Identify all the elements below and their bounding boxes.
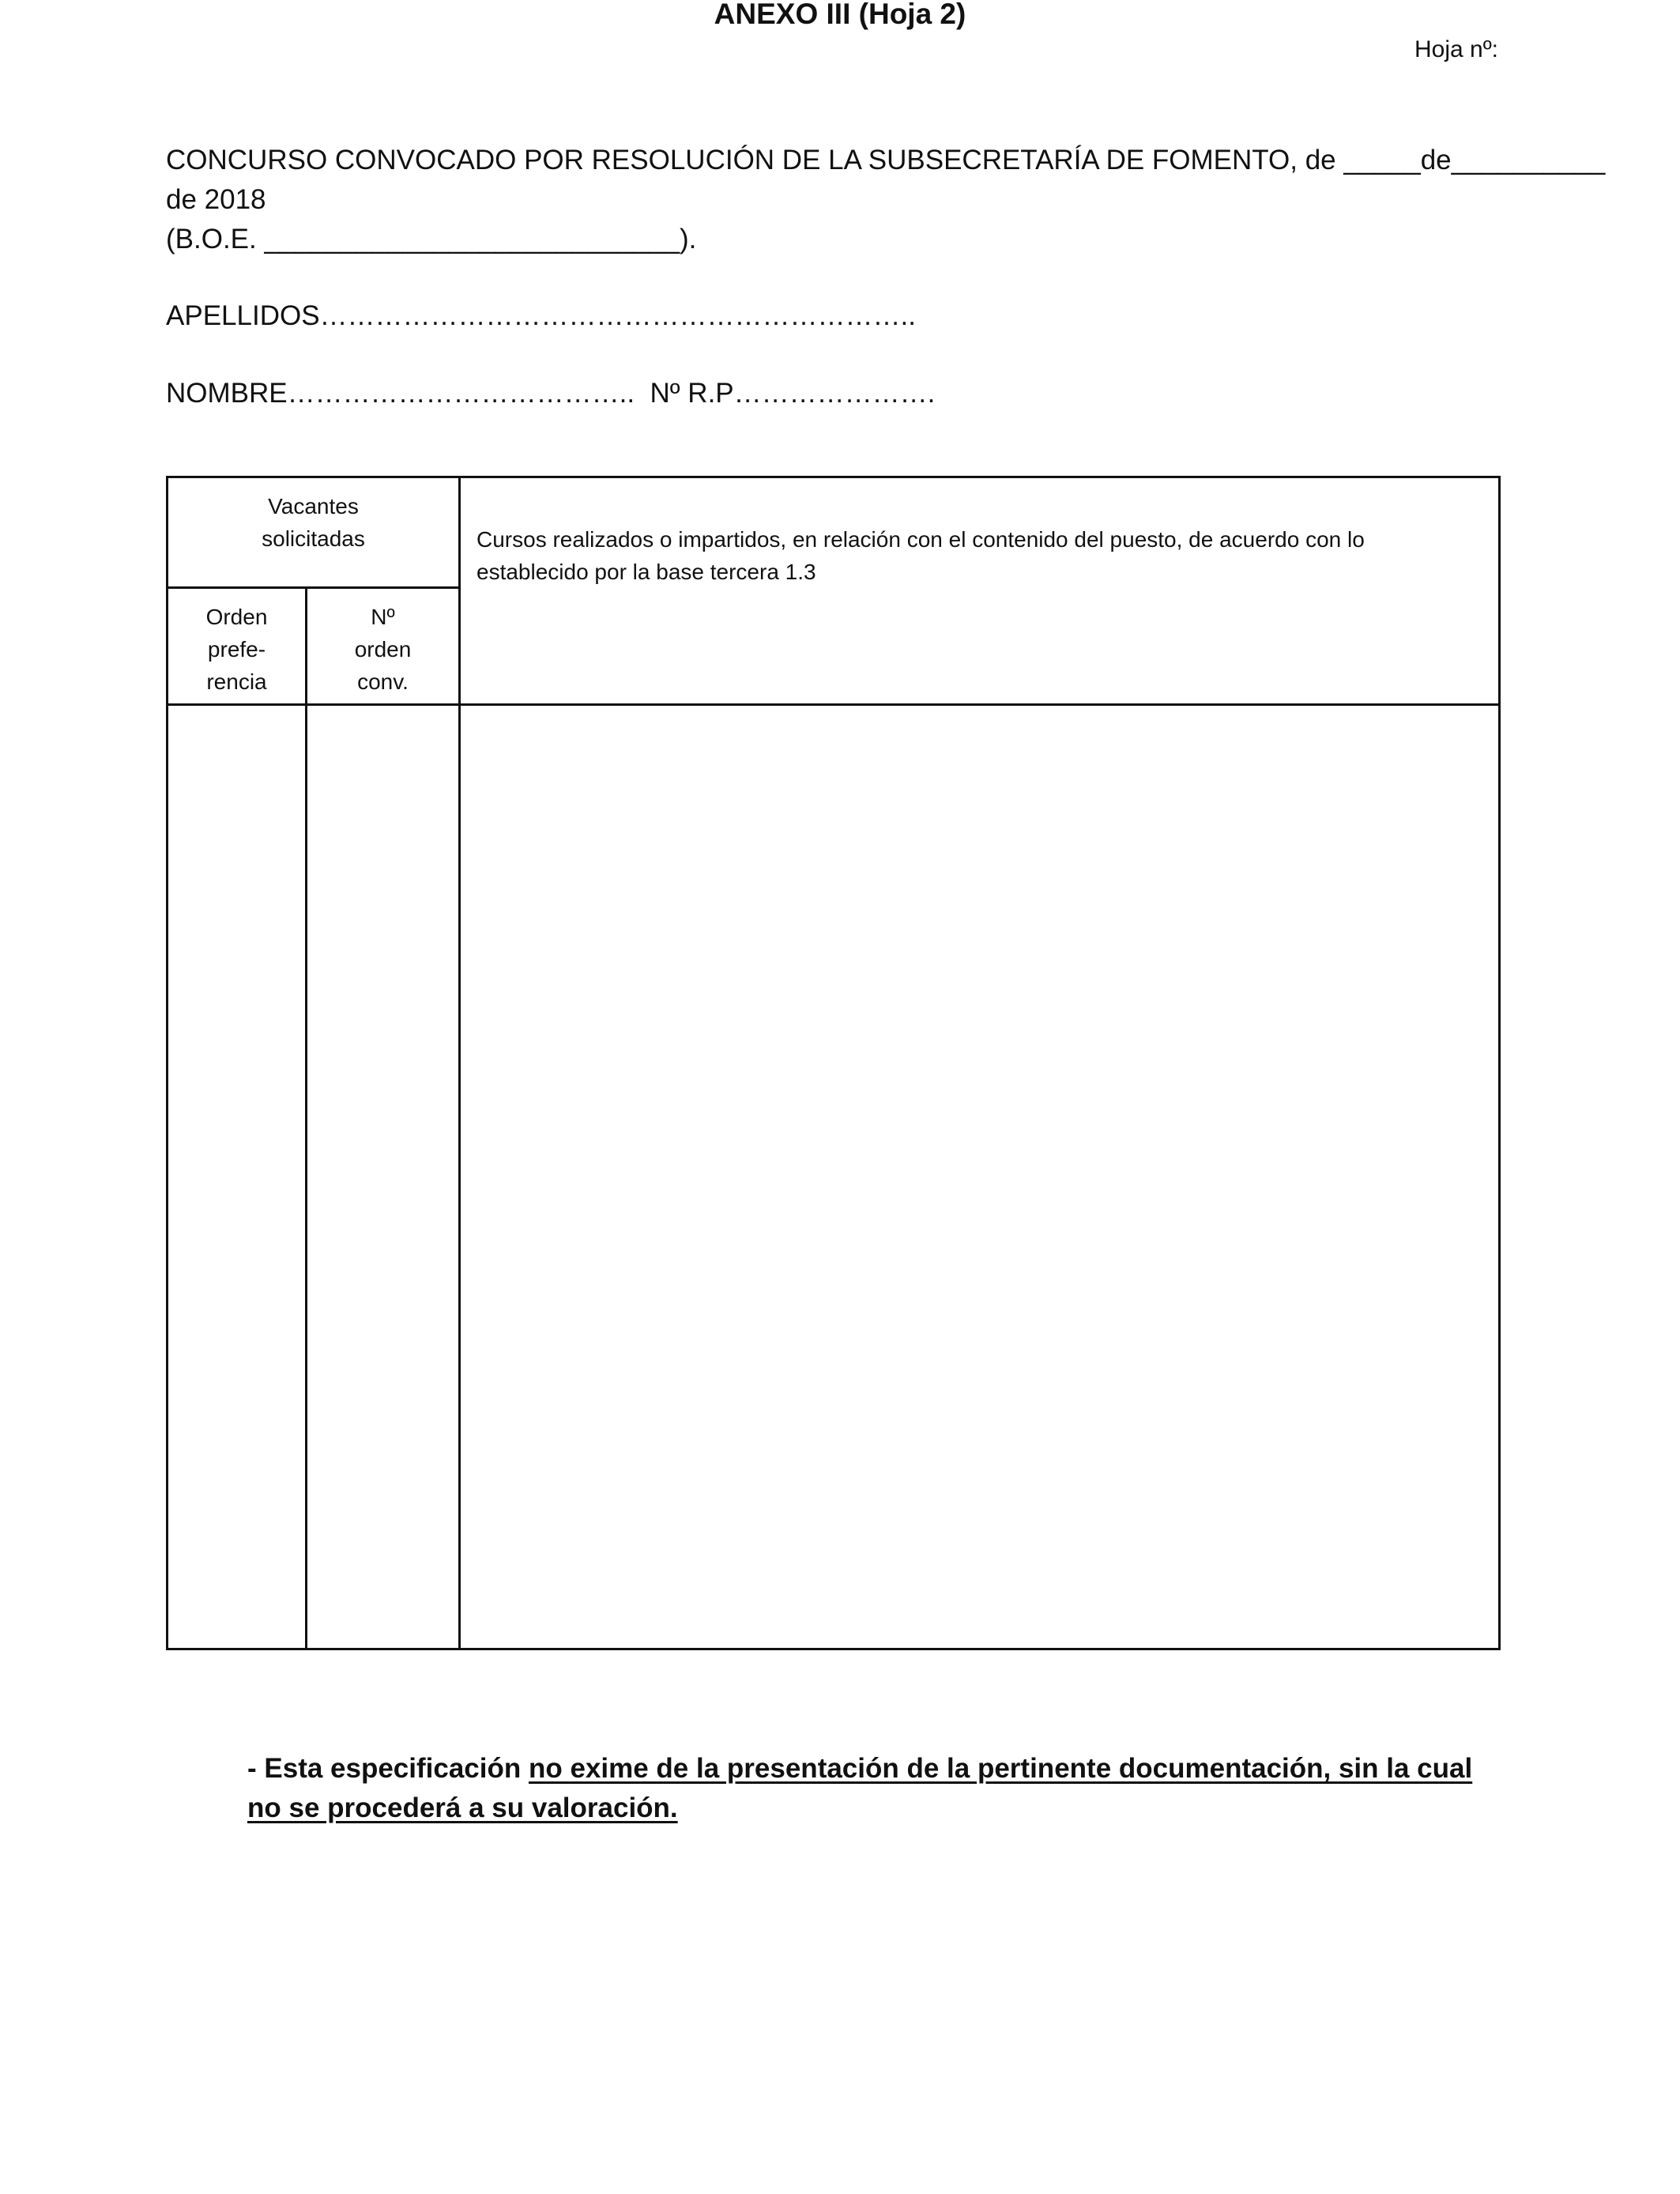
orden-preferencia-header: Orden prefe- rencia: [205, 605, 268, 694]
note-prefix: - Esta especificación: [247, 1753, 529, 1784]
sheet-number-label: Hoja nº:: [1414, 36, 1499, 62]
orden-conv-entry[interactable]: [307, 706, 458, 1648]
table-bottom-border: [166, 1648, 1501, 1650]
nombre-rp-field[interactable]: NOMBRE……………………………….. Nº R.P………………….: [166, 378, 936, 409]
convocatoria-year-line: de 2018: [166, 184, 266, 215]
table-top-border: [166, 476, 1501, 478]
convocatoria-line: CONCURSO CONVOCADO POR RESOLUCIÓN DE LA SUBSECRETARÍA DE FOMENTO, de _____de__________: [166, 145, 1606, 175]
table-divider-vacantes: [166, 586, 460, 589]
documentation-note: [247, 1749, 1506, 1828]
vacantes-solicitadas-header: Vacantes solicitadas: [262, 494, 365, 551]
table-right-border: [1498, 476, 1501, 1650]
cursos-entry[interactable]: [461, 706, 1498, 1648]
boe-reference-line: (B.O.E. ___________________________).: [166, 224, 697, 254]
orden-conv-header: Nº orden conv.: [354, 605, 412, 694]
apellidos-field[interactable]: APELLIDOS………………………………………………………..: [166, 300, 916, 331]
cursos-header: Cursos realizados o impartidos, en relación con el contenido del puesto, de acuerdo con lo establecido por la base tercera 1.3: [477, 527, 1365, 584]
orden-preferencia-entry[interactable]: [168, 706, 305, 1648]
note-underlined-text: no exime de la presentación de la pertinente documentación, sin la cual no se procederá a su valoración.: [247, 1753, 1473, 1823]
document-title: ANEXO III (Hoja 2): [714, 0, 966, 30]
